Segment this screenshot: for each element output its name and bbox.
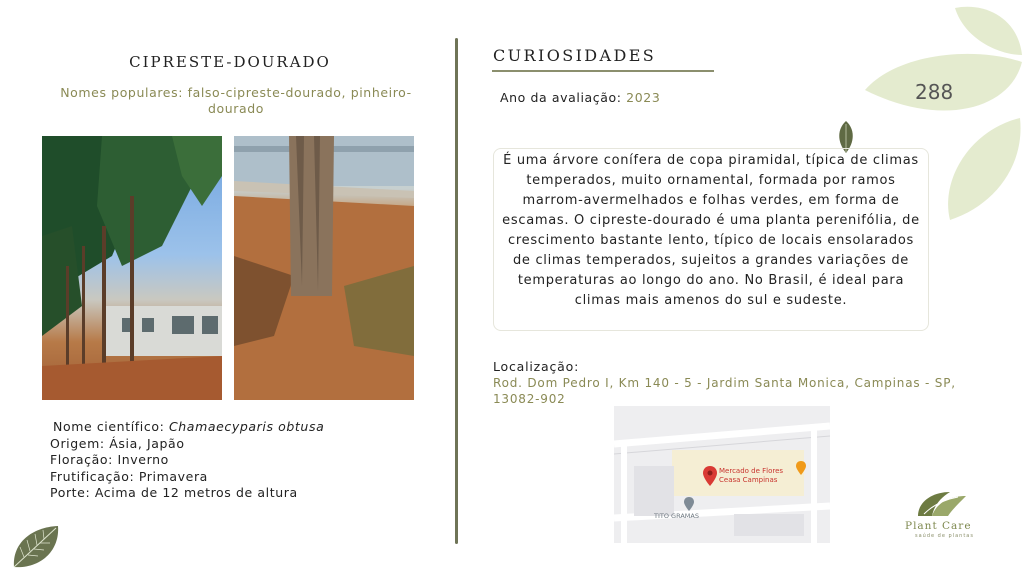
popular-names: Nomes populares: falso-cipreste-dourado, pinheiro-dourado <box>60 85 412 116</box>
origin: Origem: Ásia, Japão <box>50 435 185 451</box>
year-value: 2023 <box>626 90 661 105</box>
evaluation-year <box>500 90 660 105</box>
map-poi-label: TITO GRAMAS <box>654 512 699 520</box>
size: Porte: Acima de 12 metros de altura <box>50 485 298 500</box>
brand-tagline: saúde de plantas <box>915 533 974 539</box>
map-pin-label <box>719 467 783 485</box>
plant-info <box>50 419 324 502</box>
fruiting: Frutificação: Primavera <box>50 468 208 484</box>
page-number: 288 <box>915 80 954 104</box>
scientific-name: Chamaecyparis obtusa <box>168 419 325 434</box>
flowering: Floração: Inverno <box>50 452 169 467</box>
leaf-icon <box>10 523 62 571</box>
plant-care-logo-icon <box>914 488 970 520</box>
year-label: Ano da avaliação: <box>500 90 627 105</box>
tree-trunk-photo <box>234 136 414 400</box>
scientific-name-row <box>50 419 324 436</box>
map-pin-label-line2: Ceasa Campinas <box>719 476 778 484</box>
vertical-divider <box>455 38 458 544</box>
location-map[interactable] <box>614 406 830 543</box>
location-address: Rod. Dom Pedro I, Km 140 - 5 - Jardim Santa Monica, Campinas - SP, 13082-902 <box>493 376 956 406</box>
shopping-pin-icon <box>796 461 806 475</box>
curiosities-underline <box>492 70 714 72</box>
tree-row-photo <box>42 136 222 400</box>
brand-name: Plant Care <box>905 520 972 532</box>
curiosities-text: É uma árvore conífera de copa piramidal, típica de climas temperados, muito ornamental, formada por ramos marrom-avermelhados e folhas verdes, em forma de escamas. O cipreste-dourado é uma planta perenifólia, de crescimento bastante lento, típico de locais ensolarados de climas temperados, sujeitos a grandes variações de temperaturas ao longo do ano. No Brasil, é ideal para climas mais amenos do sul e sudeste. <box>493 148 929 331</box>
map-pin-label-line1: Mercado de Flores <box>719 467 784 475</box>
map-pin-icon[interactable] <box>703 466 717 486</box>
curiosities-title: CURIOSIDADES <box>493 46 657 65</box>
scientific-label: Nome científico: <box>53 419 169 434</box>
poi-pin-icon <box>684 497 694 511</box>
plant-title: CIPRESTE-DOURADO <box>129 53 331 71</box>
location-label: Localização: <box>493 359 580 374</box>
